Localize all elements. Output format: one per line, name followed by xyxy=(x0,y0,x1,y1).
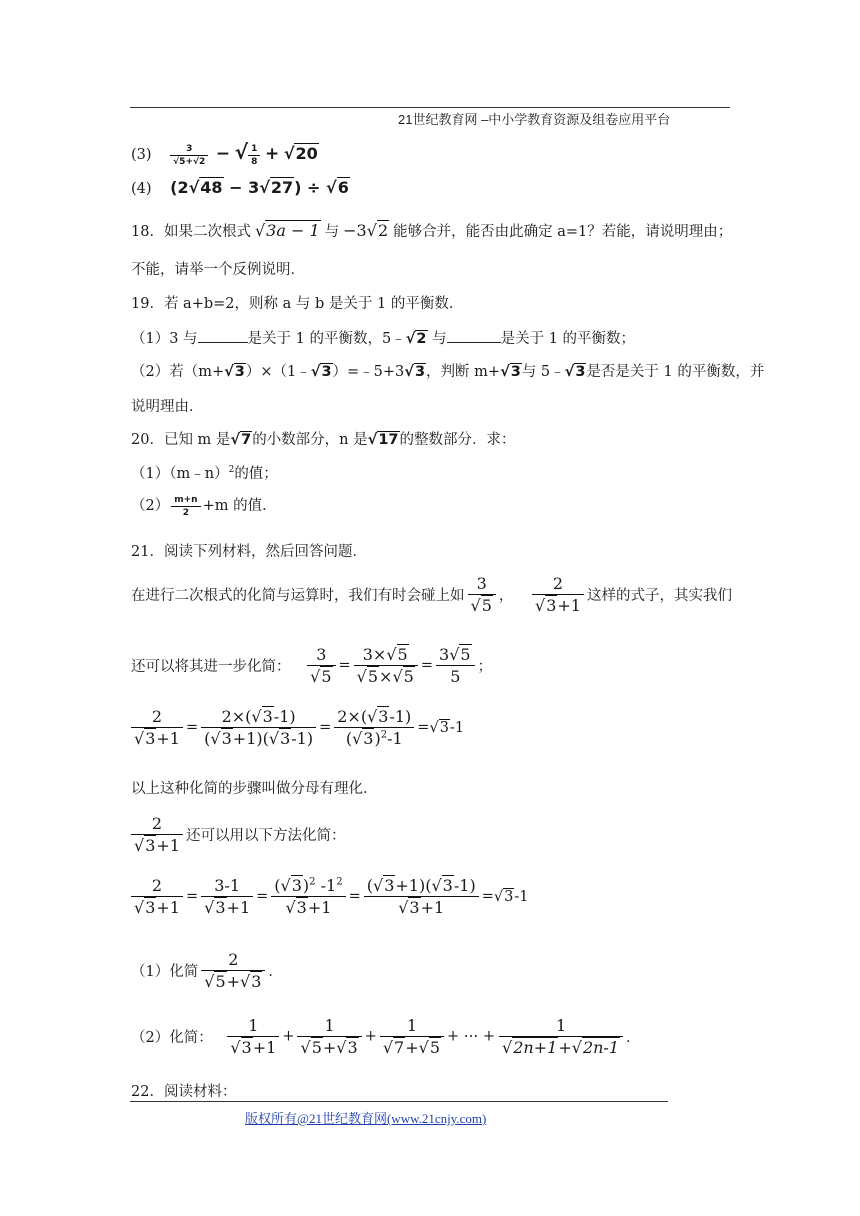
q22-stem: 22．阅读材料： xyxy=(131,1084,237,1100)
q18-line2: 不能，请举一个反例说明． xyxy=(131,262,305,278)
q19-sub2-line2: 说明理由． xyxy=(131,399,204,415)
header-rule xyxy=(130,107,730,108)
q20-sub1: （1）（m﹣n）$^2$的值； xyxy=(131,465,278,482)
answer-blank[interactable] xyxy=(447,328,501,343)
q21-sub1: （1）化简 $\frac{2}{√5+√3}$ ． xyxy=(131,950,283,991)
q17-part4: (4) (2√48 − 3√27) ÷ √6 xyxy=(131,178,349,197)
header-text: 21世纪教育网 –中小学教育资源及组卷应用平台 xyxy=(398,112,671,127)
q21-para2: 还可以将其进一步化简： $\frac{3}{√5}$ = $\frac{3\times√5}{√5\times√5}$ = $\frac{3√5}{5}$ ； xyxy=(131,645,493,686)
q21-eq2: $\frac{2}{√3+1}$ = $\frac{2\times(√3-1)}{(√3+1)(√3-1)}$ = $\frac{2\times(√3-1)}{(√3)^2-1}$ =√3-1 xyxy=(131,707,464,748)
q18-line1: 18．如果二次根式 √3a − 1 与 −3√2 能够合并，能否由此确定 a=1？若能，请说明理由； xyxy=(131,221,733,240)
q17-p3-sqrt20: √20 xyxy=(283,144,318,163)
footer-copyright-link[interactable]: 版权所有@21世纪教育网(www.21cnjy.com) xyxy=(245,1111,487,1126)
q19-sub2: （2）若（m+√3）×（1﹣√3）=﹣5+3√3，判断 m+√3与 5﹣√3是否是关于 1 的平衡数，并 xyxy=(131,364,765,380)
q17-p3-fraction: $\frac{3}{√5+√2}$ xyxy=(170,144,208,167)
q21-eq3: $\frac{2}{√3+1}$ = $\frac{3-1}{√3+1}$ = $\frac{(√3)^2 -1^2}{√3+1}$ = $\frac{(√3+1)(√3-1)}{√3+1}$ =√3-1 xyxy=(131,876,528,917)
q21-para4: $\frac{2}{√3+1}$ 还可以用以下方法化简： xyxy=(131,814,345,855)
q21-stem: 21．阅读下列材料，然后回答问题． xyxy=(131,544,367,560)
footer-rule xyxy=(130,1101,668,1102)
q17-part3: (3) $\frac{3}{√5+√2}$ − √ $\frac{1}{8}$ + √20 xyxy=(131,140,318,167)
q21-para3: 以上这种化简的步骤叫做分母有理化． xyxy=(131,781,378,797)
q19-stem: 19．若 a+b=2，则称 a 与 b 是关于 1 的平衡数． xyxy=(131,296,464,312)
q20-sub2: （2） $\frac{m+n}{2}$ +m 的值． xyxy=(131,494,277,518)
q17-p4-expression: (2√48 − 3√27) ÷ √6 xyxy=(170,178,349,197)
q20-stem: 20．已知 m 是√7的小数部分，n 是√17的整数部分．求： xyxy=(131,432,516,448)
q19-sub1: （1）3 与 是关于 1 的平衡数，5﹣√2 与 是关于 1 的平衡数； xyxy=(131,327,635,348)
q21-para1: 在进行二次根式的化简与运算时，我们有时会碰上如 $\frac{3}{√5}$ ， $\frac{2}{√3+1}$ 这样的式子，其实我们 xyxy=(131,574,732,615)
q21-sub2: （2）化简： $\frac{1}{√3+1}$ + $\frac{1}{√5+√3}$ + $\frac{1}{√7+√5}$ + ⋯ + $\frac{1}{√2n+1+√2n-1}$ ． xyxy=(131,1016,641,1057)
answer-blank[interactable] xyxy=(198,328,248,343)
q17-p3-sqrt-fraction: √ $\frac{1}{8}$ xyxy=(235,140,261,167)
